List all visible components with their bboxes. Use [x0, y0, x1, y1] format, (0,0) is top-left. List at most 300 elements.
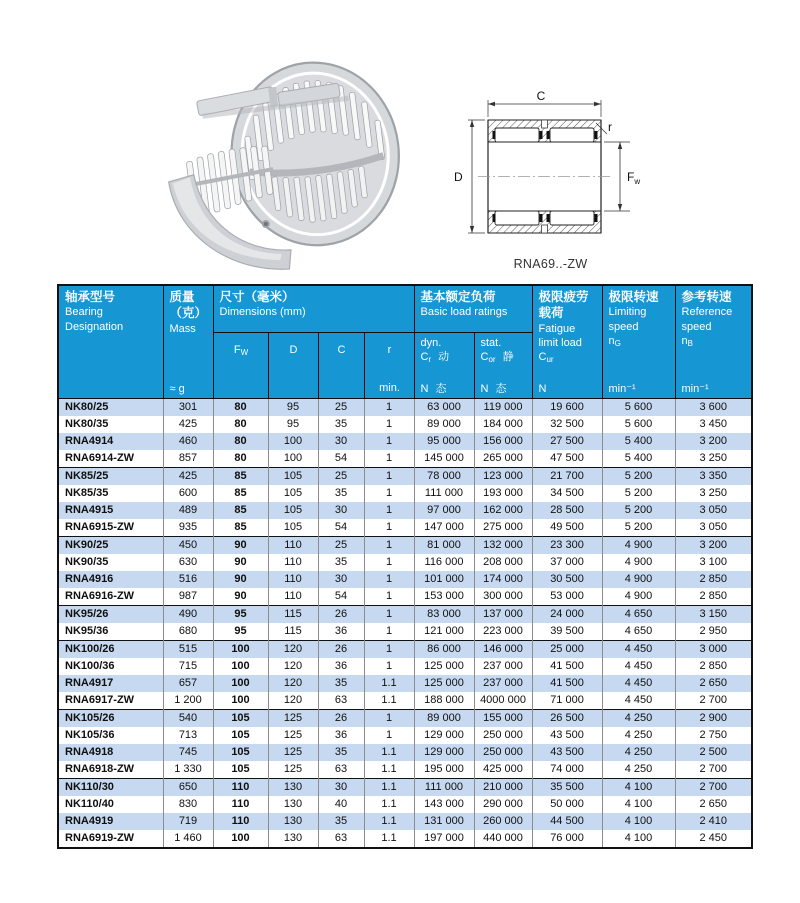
cell-fw: 100 — [213, 658, 268, 675]
cell-r: 1 — [364, 606, 414, 624]
cell-r: 1 — [364, 416, 414, 433]
cell-r: 1.1 — [364, 675, 414, 692]
header-reference-en1: Reference — [681, 306, 733, 319]
cell-cur: 24 000 — [532, 606, 602, 624]
center-notch-bottom — [542, 225, 548, 233]
roller-bottom-left — [495, 211, 539, 225]
table-row — [58, 658, 752, 675]
header-col-dyn — [414, 333, 474, 399]
cell-stat: 132 000 — [474, 537, 532, 555]
roller-top-right — [550, 128, 594, 142]
cell-dyn: 143 000 — [414, 796, 474, 813]
cell-d: 95 — [268, 416, 318, 433]
cell-stat: 425 000 — [474, 761, 532, 779]
header-dyn-l1: dyn. — [420, 337, 442, 349]
cell-nb: 3 350 — [675, 468, 752, 486]
cell-r: 1 — [364, 727, 414, 744]
cell-ng: 5 200 — [602, 468, 675, 486]
cell-fw: 80 — [213, 399, 268, 417]
header-limiting-zh: 极限转速 — [608, 290, 659, 304]
cell-cur: 21 700 — [532, 468, 602, 486]
header-basic-zh: 基本额定负荷 — [420, 290, 496, 304]
cell-cur: 50 000 — [532, 796, 602, 813]
cell-c: 54 — [318, 450, 364, 468]
cell-d: 105 — [268, 468, 318, 486]
cell-fw: 85 — [213, 485, 268, 502]
table-row — [58, 554, 752, 571]
cell-stat: 184 000 — [474, 416, 532, 433]
cell-mass: 745 — [163, 744, 213, 761]
cell-c: 35 — [318, 675, 364, 692]
cell-c: 54 — [318, 519, 364, 537]
header-fatigue-en1: Fatigue — [538, 322, 576, 335]
table-row — [58, 416, 752, 433]
cell-designation: NK105/36 — [65, 729, 115, 741]
cell-nb: 2 850 — [675, 571, 752, 588]
cell-mass: 1 200 — [163, 692, 213, 710]
drawing-caption: RNA69..-ZW — [513, 257, 588, 271]
cell-designation: NK85/25 — [58, 468, 163, 486]
cell-stat: 123 000 — [474, 468, 532, 486]
cell-fw: 95 — [213, 606, 268, 624]
cell-ng: 4 900 — [602, 554, 675, 571]
cell-dyn: 111 000 — [414, 779, 474, 797]
cell-mass: 1 330 — [163, 761, 213, 779]
cell-designation: RNA4915 — [65, 504, 114, 516]
cell-r: 1.1 — [364, 692, 414, 710]
cell-ng: 4 900 — [602, 588, 675, 606]
cell-d: 110 — [268, 588, 318, 606]
cell-cur: 28 500 — [532, 502, 602, 519]
cell-c: 63 — [318, 761, 364, 779]
table-header — [58, 285, 752, 399]
cell-dyn: 81 000 — [414, 537, 474, 555]
cell-fw: 100 — [213, 675, 268, 692]
cell-r: 1 — [364, 571, 414, 588]
cell-fw: 90 — [213, 588, 268, 606]
cell-c: 25 — [318, 399, 364, 417]
cell-r: 1 — [364, 623, 414, 641]
cell-dyn: 116 000 — [414, 554, 474, 571]
header-reference-symbol: $n_B$ — [681, 334, 693, 348]
cell-designation: NK95/26 — [58, 606, 163, 624]
cell-mass: 489 — [163, 502, 213, 519]
cell-d: 130 — [268, 779, 318, 797]
cell-stat: 174 000 — [474, 571, 532, 588]
cell-d: 115 — [268, 606, 318, 624]
table-row — [58, 606, 752, 624]
center-notch-top — [542, 120, 548, 128]
header-limiting-en2: speed — [608, 320, 639, 333]
header-dimensions-zh: 尺寸（毫米） — [219, 290, 295, 304]
header-col-r: r min. — [364, 333, 414, 399]
table-row — [58, 641, 752, 659]
cell-designation: RNA4917 — [65, 677, 114, 689]
header-limiting-symbol: $n_G$ — [608, 334, 621, 348]
cell-r: 1 — [364, 588, 414, 606]
cell-stat: 260 000 — [474, 813, 532, 830]
dimension-label-r: r — [608, 120, 612, 134]
arrowhead — [488, 102, 495, 106]
cell-stat: 4000 000 — [474, 692, 532, 710]
table-row — [58, 468, 752, 486]
cell-designation: RNA6916-ZW — [65, 590, 135, 602]
cell-designation: RNA4918 — [65, 746, 114, 758]
cell-mass: 715 — [163, 658, 213, 675]
cell-dyn: 78 000 — [414, 468, 474, 486]
cell-cur: 47 500 — [532, 450, 602, 468]
cell-d: 100 — [268, 450, 318, 468]
cell-fw: 85 — [213, 502, 268, 519]
cell-nb: 2 850 — [675, 658, 752, 675]
cell-dyn: 89 000 — [414, 710, 474, 728]
cell-nb: 2 700 — [675, 761, 752, 779]
cell-c: 35 — [318, 416, 364, 433]
cell-c: 25 — [318, 537, 364, 555]
cell-fw: 105 — [213, 727, 268, 744]
cell-ng: 5 200 — [602, 519, 675, 537]
cell-ng: 4 450 — [602, 692, 675, 710]
cell-ng: 5 200 — [602, 485, 675, 502]
header-mass-en: Mass — [169, 322, 196, 335]
cell-d: 110 — [268, 554, 318, 571]
table-row — [58, 727, 752, 744]
cell-stat: 250 000 — [474, 744, 532, 761]
cell-c: 35 — [318, 485, 364, 502]
cell-nb: 2 950 — [675, 623, 752, 641]
cell-designation: RNA6914-ZW — [65, 452, 135, 464]
cell-r: 1 — [364, 485, 414, 502]
cell-mass: 657 — [163, 675, 213, 692]
cell-cur: 23 300 — [532, 537, 602, 555]
cell-designation: NK80/25 — [65, 401, 109, 413]
cell-r: 1 — [364, 502, 414, 519]
cell-stat: 146 000 — [474, 641, 532, 659]
cell-r: 1 — [364, 468, 414, 486]
arrowhead — [594, 102, 601, 106]
roller-top-left — [495, 128, 539, 142]
cell-r: 1.1 — [364, 761, 414, 779]
cell-mass: 515 — [163, 641, 213, 659]
cell-c: 26 — [318, 606, 364, 624]
cell-designation: RNA4916 — [65, 573, 114, 585]
header-reference-unit: min⁻¹ — [681, 382, 709, 395]
header-col-d: D — [268, 333, 318, 399]
cell-ng: 4 450 — [602, 658, 675, 675]
cell-nb: 2 500 — [675, 744, 752, 761]
cell-cur: 34 500 — [532, 485, 602, 502]
cell-dyn: 129 000 — [414, 727, 474, 744]
cell-ng: 4 100 — [602, 796, 675, 813]
header-limiting-speed — [602, 285, 675, 399]
table-row — [58, 519, 752, 537]
cell-stat: 237 000 — [474, 658, 532, 675]
header-fatigue — [532, 285, 602, 399]
cell-d: 120 — [268, 641, 318, 659]
cell-nb: 2 850 — [675, 588, 752, 606]
dimension-label-d: D — [454, 170, 463, 184]
cell-cur: 74 000 — [532, 761, 602, 779]
cell-mass: 713 — [163, 727, 213, 744]
cell-d: 130 — [268, 813, 318, 830]
cell-d: 105 — [268, 519, 318, 537]
cell-mass: 857 — [163, 450, 213, 468]
header-fatigue-zh2: 载荷 — [538, 306, 564, 321]
cell-designation: RNA4914 — [65, 435, 114, 447]
cell-fw: 80 — [213, 416, 268, 433]
cell-fw: 105 — [213, 761, 268, 779]
cage-mark — [595, 214, 598, 222]
cell-stat: 440 000 — [474, 830, 532, 848]
cell-stat: 156 000 — [474, 433, 532, 450]
cell-designation: NK110/40 — [65, 798, 114, 810]
cell-designation: NK90/35 — [65, 556, 109, 568]
header-col-stat — [474, 333, 532, 399]
table-row — [58, 761, 752, 779]
cell-r: 1 — [364, 710, 414, 728]
cell-cur: 71 000 — [532, 692, 602, 710]
cell-d: 115 — [268, 623, 318, 641]
cell-mass: 719 — [163, 813, 213, 830]
cell-d: 130 — [268, 830, 318, 848]
bearing-table — [57, 284, 753, 849]
cell-c: 36 — [318, 658, 364, 675]
cell-stat: 250 000 — [474, 727, 532, 744]
cell-fw: 80 — [213, 433, 268, 450]
cell-cur: 26 500 — [532, 710, 602, 728]
cell-fw: 90 — [213, 554, 268, 571]
cross-section-svg — [448, 90, 653, 250]
header-stat-l1: stat. — [480, 337, 502, 349]
table-row — [58, 830, 752, 848]
table-row — [58, 813, 752, 830]
cell-d: 110 — [268, 537, 318, 555]
cell-nb: 3 050 — [675, 519, 752, 537]
header-fatigue-symbol: $C_{ur}$ — [538, 351, 554, 365]
header-designation — [58, 285, 163, 399]
cell-ng: 4 250 — [602, 744, 675, 761]
dimension-label-c: C — [536, 90, 546, 103]
cell-designation: NK100/26 — [58, 641, 163, 659]
cell-dyn: 129 000 — [414, 744, 474, 761]
cell-mass: 450 — [163, 537, 213, 555]
cell-r: 1.1 — [364, 796, 414, 813]
header-reference-en2: speed — [681, 320, 712, 333]
cell-mass: 425 — [163, 468, 213, 486]
cell-r: 1 — [364, 658, 414, 675]
header-mass-zh2: （克） — [169, 306, 208, 321]
cell-mass: 600 — [163, 485, 213, 502]
cell-d: 105 — [268, 485, 318, 502]
cell-mass: 987 — [163, 588, 213, 606]
cell-designation: NK90/25 — [58, 537, 163, 555]
cell-ng: 4 250 — [602, 761, 675, 779]
cell-ng: 4 100 — [602, 830, 675, 848]
cell-stat: 290 000 — [474, 796, 532, 813]
cell-cur: 41 500 — [532, 675, 602, 692]
header-col-fw: $F_W$ — [213, 333, 268, 399]
dimension-label-fw: $F_w$ — [627, 170, 641, 186]
cell-c: 30 — [318, 779, 364, 797]
table-body — [58, 399, 752, 849]
header-designation-zh: 轴承型号 — [65, 290, 116, 304]
cell-mass: 301 — [163, 399, 213, 417]
cell-r: 1 — [364, 450, 414, 468]
cell-d: 120 — [268, 658, 318, 675]
header-fatigue-en2: limit load — [538, 336, 582, 349]
header-dyn-symbol: $C_r$ 动 — [420, 351, 450, 365]
cell-d: 120 — [268, 675, 318, 692]
header-designation-en2: Designation — [65, 320, 124, 333]
cell-d: 120 — [268, 692, 318, 710]
cell-stat: 208 000 — [474, 554, 532, 571]
bearing-photo — [148, 58, 406, 273]
cell-dyn: 111 000 — [414, 485, 474, 502]
cell-c: 30 — [318, 502, 364, 519]
cell-dyn: 197 000 — [414, 830, 474, 848]
cell-fw: 110 — [213, 813, 268, 830]
cell-fw: 100 — [213, 641, 268, 659]
cell-nb: 3 450 — [675, 416, 752, 433]
cell-r: 1 — [364, 641, 414, 659]
cell-r: 1.1 — [364, 813, 414, 830]
cross-section-drawing — [448, 90, 653, 272]
cell-c: 36 — [318, 623, 364, 641]
header-limiting-unit: min⁻¹ — [608, 382, 636, 395]
cell-cur: 49 500 — [532, 519, 602, 537]
cell-nb: 2 450 — [675, 830, 752, 848]
arrowhead — [618, 204, 622, 211]
cell-cur: 76 000 — [532, 830, 602, 848]
cell-nb: 3 250 — [675, 450, 752, 468]
table-row — [58, 675, 752, 692]
header-col-c: C — [318, 333, 364, 399]
cell-c: 35 — [318, 554, 364, 571]
cell-nb: 2 410 — [675, 813, 752, 830]
cage-mark — [595, 131, 598, 139]
cell-stat: 155 000 — [474, 710, 532, 728]
cell-ng: 4 100 — [602, 813, 675, 830]
cell-r: 1.1 — [364, 779, 414, 797]
cell-mass: 540 — [163, 710, 213, 728]
cell-designation: RNA6919-ZW — [65, 832, 135, 844]
table-row — [58, 692, 752, 710]
cell-stat: 137 000 — [474, 606, 532, 624]
cell-c: 36 — [318, 727, 364, 744]
header-fatigue-unit: N — [538, 382, 547, 395]
table-row — [58, 710, 752, 728]
header-reference-speed — [675, 285, 752, 399]
cell-mass: 935 — [163, 519, 213, 537]
table-row — [58, 399, 752, 417]
header-designation-en1: Bearing — [65, 306, 103, 319]
cell-dyn: 188 000 — [414, 692, 474, 710]
header-fatigue-zh1: 极限疲劳 — [538, 290, 589, 304]
cell-r: 1 — [364, 519, 414, 537]
cell-d: 125 — [268, 710, 318, 728]
header-limiting-en1: Limiting — [608, 306, 647, 319]
header-mass — [163, 285, 213, 399]
header-basic-load-group — [414, 285, 532, 333]
cell-fw: 110 — [213, 796, 268, 813]
header-dimensions-group — [213, 285, 414, 333]
cell-dyn: 125 000 — [414, 675, 474, 692]
cell-ng: 4 900 — [602, 537, 675, 555]
cell-stat: 223 000 — [474, 623, 532, 641]
cell-ng: 4 250 — [602, 710, 675, 728]
cell-designation: NK110/30 — [58, 779, 163, 797]
cell-stat: 119 000 — [474, 399, 532, 417]
cage-mark — [547, 214, 550, 222]
cell-cur: 53 000 — [532, 588, 602, 606]
cell-cur: 25 000 — [532, 641, 602, 659]
cell-cur: 37 000 — [532, 554, 602, 571]
cage-mark — [547, 131, 550, 139]
header-dimensions-en: Dimensions (mm) — [219, 306, 306, 319]
cell-stat: 162 000 — [474, 502, 532, 519]
cell-dyn: 97 000 — [414, 502, 474, 519]
cell-cur: 44 500 — [532, 813, 602, 830]
cell-cur: 35 500 — [532, 779, 602, 797]
cell-fw: 100 — [213, 830, 268, 848]
cell-nb: 2 900 — [675, 710, 752, 728]
cell-ng: 4 450 — [602, 675, 675, 692]
cell-d: 130 — [268, 796, 318, 813]
cage-mark — [493, 131, 496, 139]
cell-designation: NK95/36 — [65, 625, 109, 637]
table-row — [58, 433, 752, 450]
cell-mass: 490 — [163, 606, 213, 624]
table-row — [58, 450, 752, 468]
cell-designation: NK80/35 — [65, 418, 109, 430]
table-row — [58, 623, 752, 641]
cell-r: 1 — [364, 554, 414, 571]
cell-c: 35 — [318, 813, 364, 830]
table-row — [58, 796, 752, 813]
cage-mark — [493, 214, 496, 222]
roller-bottom-right — [550, 211, 594, 225]
header-dyn-unit: N 态 — [420, 382, 447, 395]
cell-dyn: 131 000 — [414, 813, 474, 830]
cell-nb: 2 750 — [675, 727, 752, 744]
cell-stat: 275 000 — [474, 519, 532, 537]
cell-c: 30 — [318, 571, 364, 588]
cell-c: 30 — [318, 433, 364, 450]
cell-fw: 100 — [213, 692, 268, 710]
cell-cur: 43 500 — [532, 744, 602, 761]
cell-d: 125 — [268, 761, 318, 779]
cell-ng: 5 600 — [602, 416, 675, 433]
cell-dyn: 63 000 — [414, 399, 474, 417]
cell-dyn: 195 000 — [414, 761, 474, 779]
cell-ng: 4 900 — [602, 571, 675, 588]
cell-cur: 30 500 — [532, 571, 602, 588]
cell-d: 125 — [268, 727, 318, 744]
cell-ng: 5 600 — [602, 399, 675, 417]
cell-stat: 210 000 — [474, 779, 532, 797]
cell-designation: RNA6915-ZW — [65, 521, 135, 533]
cell-nb: 3 150 — [675, 606, 752, 624]
cell-mass: 830 — [163, 796, 213, 813]
cell-ng: 5 400 — [602, 450, 675, 468]
cell-dyn: 89 000 — [414, 416, 474, 433]
cell-c: 25 — [318, 468, 364, 486]
cell-dyn: 125 000 — [414, 658, 474, 675]
cell-d: 110 — [268, 571, 318, 588]
cell-fw: 90 — [213, 537, 268, 555]
cell-dyn: 95 000 — [414, 433, 474, 450]
cell-c: 63 — [318, 692, 364, 710]
